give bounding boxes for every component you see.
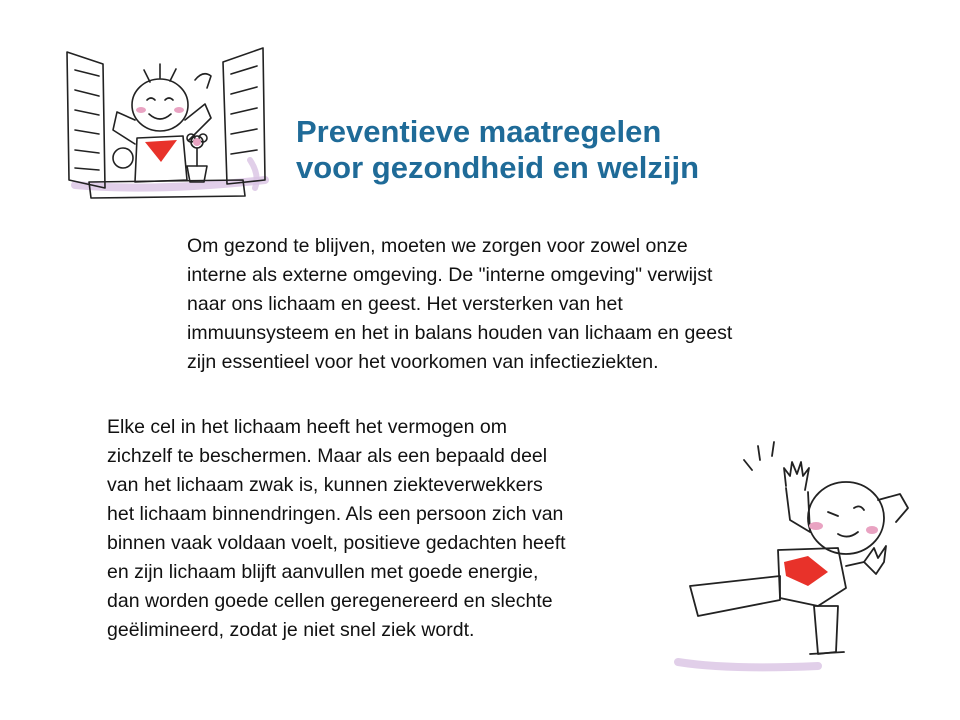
paragraph-line: en zijn lichaam blijft aanvullen met goede energie, <box>107 561 539 583</box>
paragraph-line: van het lichaam zwak is, kunnen ziekteverwekkers <box>107 474 543 496</box>
title-line-1: Preventieve maatregelen <box>296 114 662 149</box>
paragraph-line: zichzelf te beschermen. Maar als een bepaald deel <box>107 445 548 467</box>
paragraph-line: zijn essentieel voor het voorkomen van infectieziekten. <box>187 351 659 373</box>
paragraph-line: binnen vaak voldaan voelt, positieve gedachten heeft <box>107 532 566 554</box>
paragraph-cells <box>107 413 707 645</box>
paragraph-line: geëlimineerd, zodat je niet snel ziek wordt. <box>107 619 475 641</box>
paragraph-line: Elke cel in het lichaam heeft het vermogen om <box>107 416 507 438</box>
paragraph-line: dan worden goede cellen geregenereerd en slechte <box>107 590 553 612</box>
paragraph-line: het lichaam binnendringen. Als een persoon zich van <box>107 503 564 525</box>
paragraph-line: Om gezond te blijven, moeten we zorgen voor zowel onze <box>187 235 688 257</box>
paragraph-line: naar ons lichaam en geest. Het versterken van het <box>187 293 623 315</box>
paragraph-line: immuunsysteem en het in balans houden van lichaam en geest <box>187 322 733 344</box>
window-figure-icon <box>55 40 275 205</box>
paragraph-line: interne als externe omgeving. De "interne omgeving" verwijst <box>187 264 713 286</box>
waving-person-icon <box>668 430 948 680</box>
title-line-2: voor gezondheid en welzijn <box>296 150 700 185</box>
paragraph-intro <box>187 232 887 377</box>
page-title <box>296 114 896 186</box>
